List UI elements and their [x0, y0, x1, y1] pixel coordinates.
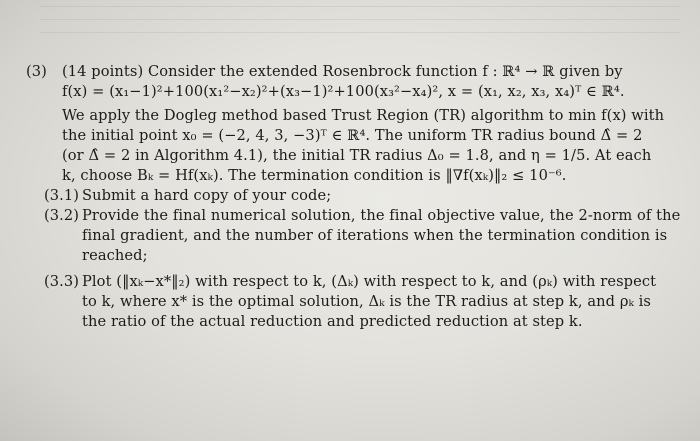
subpart-3-3-line-2: to k, where x* is the optimal solution, Δₖ is the TR radius at step k, and ρₖ is [82, 293, 652, 310]
problem-line-1: (14 points) Consider the extended Rosenbrock function f : ℝ⁴ → ℝ given by [62, 63, 623, 80]
subpart-label: (3.1) [44, 187, 80, 204]
subpart-label: (3.3) [44, 273, 80, 290]
subpart-text: Provide the final numerical solution, the final objective value, the 2-norm of the [82, 207, 681, 224]
problem-line-3: We apply the Dogleg method based Trust Region (TR) algorithm to min f(x) with [62, 107, 665, 124]
problem-3 [26, 62, 686, 332]
subpart-3-3 [26, 272, 686, 292]
problem-line-6: k, choose Bₖ = Hf(xₖ). The termination condition is ‖∇f(xₖ)‖₂ ≤ 10⁻⁶. [62, 167, 567, 184]
subpart-3-2 [26, 206, 686, 226]
problem-number: (3) [26, 63, 47, 80]
faint-bleed-through-text [40, 6, 680, 36]
problem-line-4: the initial point x₀ = (−2, 4, 3, −3)ᵀ ∈ ℝ⁴. The uniform TR radius bound Δ̂ = 2 [62, 127, 643, 144]
subpart-3-2-line-3: reached; [82, 247, 148, 264]
subpart-text: Submit a hard copy of your code; [82, 187, 332, 204]
problem-line-5: (or Δ̂ = 2 in Algorithm 4.1), the initial TR radius Δ₀ = 1.8, and η = 1/5. At each [62, 147, 652, 164]
subpart-text: Plot (‖xₖ−x*‖₂) with respect to k, (Δₖ) with respect to k, and (ρₖ) with respect [82, 273, 657, 290]
problem-line-2: f(x) = (x₁−1)²+100(x₁²−x₂)²+(x₃−1)²+100(x₃²−x₄)², x = (x₁, x₂, x₃, x₄)ᵀ ∈ ℝ⁴. [62, 83, 625, 100]
subpart-3-2-line-2: final gradient, and the number of iterations when the termination condition is [82, 227, 668, 244]
subpart-label: (3.2) [44, 207, 80, 224]
subpart-3-3-line-3: the ratio of the actual reduction and predicted reduction at step k. [82, 313, 583, 330]
subpart-3-1 [26, 186, 686, 206]
problem-heading-line [26, 62, 686, 82]
